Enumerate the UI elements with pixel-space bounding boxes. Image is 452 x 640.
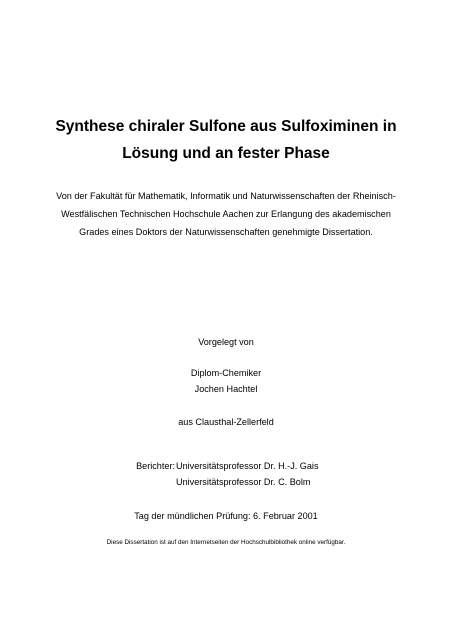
title-line-1: Synthese chiraler Sulfone aus Sulfoximinen in — [55, 118, 397, 135]
faculty-statement-line-3: Grades eines Doktors der Naturwissenschaften genehmigte Dissertation. — [79, 227, 373, 237]
title-line-2: Lösung und an fester Phase — [122, 145, 330, 162]
reviewer-2: Universitätsprofessor Dr. C. Bolm — [176, 477, 311, 487]
author-origin: aus Clausthal-Zellerfeld — [178, 417, 274, 427]
online-availability-note: Diese Dissertation ist auf den Internetseiten der Hochschulbibliothek online verfügbar. — [106, 539, 346, 546]
reviewers-block — [0, 458, 452, 490]
faculty-statement-line-2: Westfälischen Technischen Hochschule Aachen zur Erlangung des akademischen — [61, 209, 391, 219]
submitted-by-label: Vorgelegt von — [198, 337, 254, 347]
author-name: Jochen Hachtel — [194, 384, 258, 394]
exam-date: Tag der mündlichen Prüfung: 6. Februar 2001 — [134, 511, 318, 521]
dissertation-title — [0, 113, 452, 167]
reviewer-row-2 — [0, 474, 452, 490]
reviewers-label: Berichter: — [136, 461, 175, 471]
faculty-statement-line-1: Von der Fakultät für Mathematik, Informatik und Naturwissenschaften der Rheinisch- — [56, 191, 396, 201]
reviewer-1: Universitätsprofessor Dr. H.-J. Gais — [176, 461, 319, 471]
author-degree: Diplom-Chemiker — [190, 368, 262, 378]
faculty-statement — [30, 187, 422, 241]
reviewer-row-1 — [0, 458, 452, 474]
